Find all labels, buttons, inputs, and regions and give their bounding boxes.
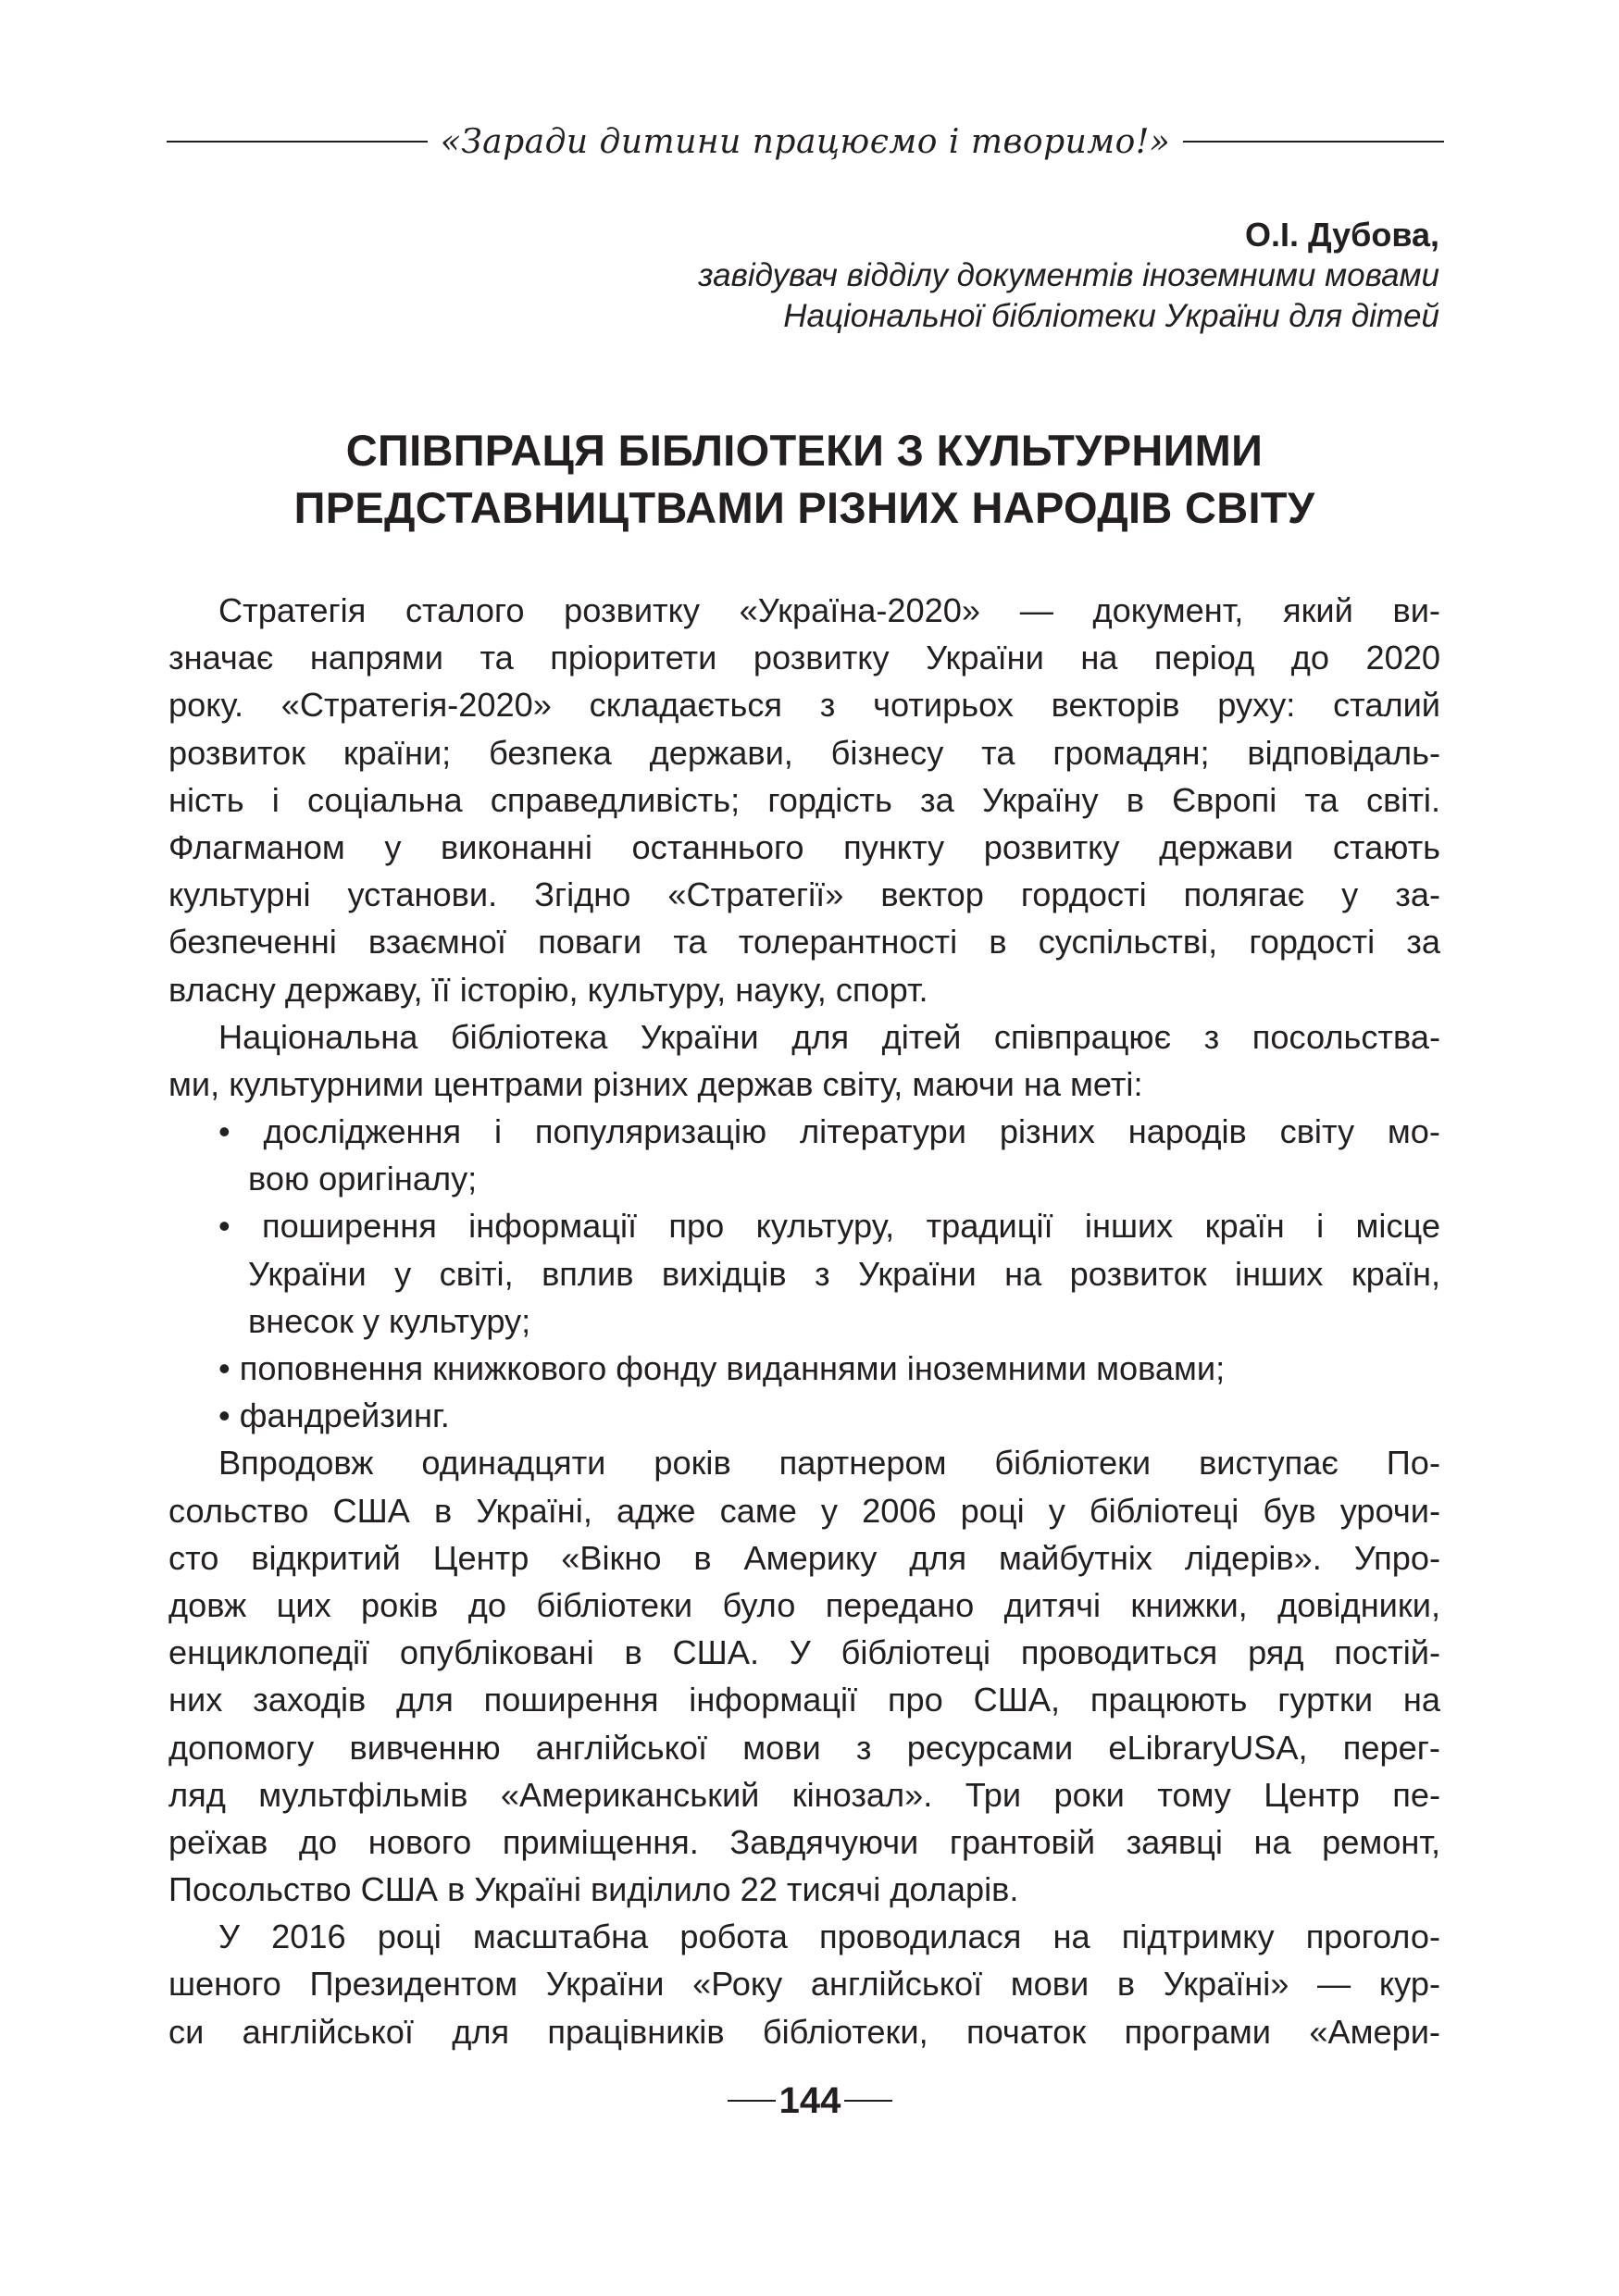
body-line: довж цих років до бібліотеки було передано дитячі книжки, довідники, (168, 1585, 1440, 1624)
bullet-item: • фандрейзинг. (218, 1396, 450, 1435)
bullet-item: • поширення інформації про культуру, традиції інших країн і місце (218, 1207, 1440, 1246)
body-line: культурні установи. Згідно «Стратегії» вектор гордості полягає у за- (168, 875, 1440, 914)
body-line: У 2016 році масштабна робота проводилася на підтримку проголо- (218, 1917, 1440, 1956)
body-line: ність і соціальна справедливість; гордість за Україну в Європі та світі. (168, 780, 1440, 819)
bullet-item: • дослідження і популяризацію літератури різних народів світу мо- (218, 1112, 1440, 1151)
body-line: реїхав до нового приміщення. Завдячуючи грантовій заявці на ремонт, (168, 1822, 1440, 1861)
body-line: си англійської для працівників бібліотеки, початок програми «Амери- (168, 2012, 1440, 2051)
body-line: значає напрями та пріоритети розвитку України на період до 2020 (168, 639, 1440, 677)
header-rule-right (1183, 141, 1444, 143)
author-block (329, 215, 1439, 337)
body-line: розвиток країни; безпека держави, бізнесу та громадян; відповідаль- (168, 733, 1440, 772)
body-line: них заходів для поширення інформації про США, працюють гуртки на (168, 1681, 1440, 1719)
author-position-line-2: Національної бібліотеки України для дітей (783, 298, 1439, 334)
footer-rule-left (728, 2100, 776, 2102)
bullet-continuation: України у світі, вплив вихідців з України на розвиток інших країн, (248, 1254, 1440, 1293)
title-line-1: СПІВПРАЦЯ БІБЛІОТЕКИ З КУЛЬТУРНИМИ (345, 426, 1264, 475)
page-footer (704, 2073, 916, 2128)
body-line: Флагманом у виконанні останнього пункту розвитку держави стають (168, 827, 1440, 866)
body-line: ляд мультфільмів «Американський кінозал». Три роки тому Центр пе- (168, 1775, 1440, 1814)
title-line-2: ПРЕДСТАВНИЦТВАМИ РІЗНИХ НАРОДІВ СВІТУ (293, 483, 1315, 532)
body-line: шеного Президентом України «Року англійської мови в Україні» — кур- (168, 1965, 1440, 2004)
body-line: сольство США в Україні, адже саме у 2006 році у бібліотеці був урочи- (168, 1491, 1440, 1530)
bullet-continuation: вою оригіналу; (248, 1160, 478, 1198)
running-header (167, 109, 1444, 174)
body-line: Національна бібліотека України для дітей співпрацює з посольства- (218, 1017, 1440, 1056)
body-line: безпеченні взаємної поваги та толерантності в суспільстві, гордості за (168, 923, 1440, 962)
article-title (167, 422, 1442, 537)
bullet-item: • поповнення книжкового фонду виданнями іноземними мовами; (218, 1349, 1226, 1387)
article-body (168, 587, 1440, 2055)
header-rule-left (167, 141, 428, 143)
author-position-line-1: завідувач відділу документів іноземними мовами (698, 257, 1439, 293)
running-title: «Заради дитини працюємо і творимо!» (440, 122, 1171, 161)
body-line: допомогу вивченню англійської мови з ресурсами eLibraryUSA, перег- (168, 1728, 1440, 1767)
footer-rule-right (844, 2100, 892, 2102)
body-line: року. «Стратегія-2020» складається з чотирьох векторів руху: сталий (168, 686, 1440, 725)
body-line: сто відкритий Центр «Вікно в Америку для майбутніх лідерів». Упро- (168, 1538, 1440, 1577)
body-line: Впродовж одинадцяти років партнером бібліотеки виступає По- (218, 1444, 1440, 1483)
body-line: Стратегія сталого розвитку «Україна-2020» — документ, який ви- (218, 591, 1440, 629)
author-name: О.І. Дубова, (1244, 216, 1439, 254)
body-line: Посольство США в Україні виділило 22 тисячі доларів. (168, 1870, 1019, 1909)
body-line: енциклопедії опубліковані в США. У бібліотеці проводиться ряд постій- (168, 1633, 1440, 1672)
body-line: власну державу, її історію, культуру, науку, спорт. (168, 970, 928, 1009)
body-line: ми, культурними центрами різних держав світу, маючи на меті: (168, 1064, 1143, 1103)
bullet-continuation: внесок у культуру; (248, 1301, 531, 1340)
page-number: 144 (778, 2079, 841, 2121)
